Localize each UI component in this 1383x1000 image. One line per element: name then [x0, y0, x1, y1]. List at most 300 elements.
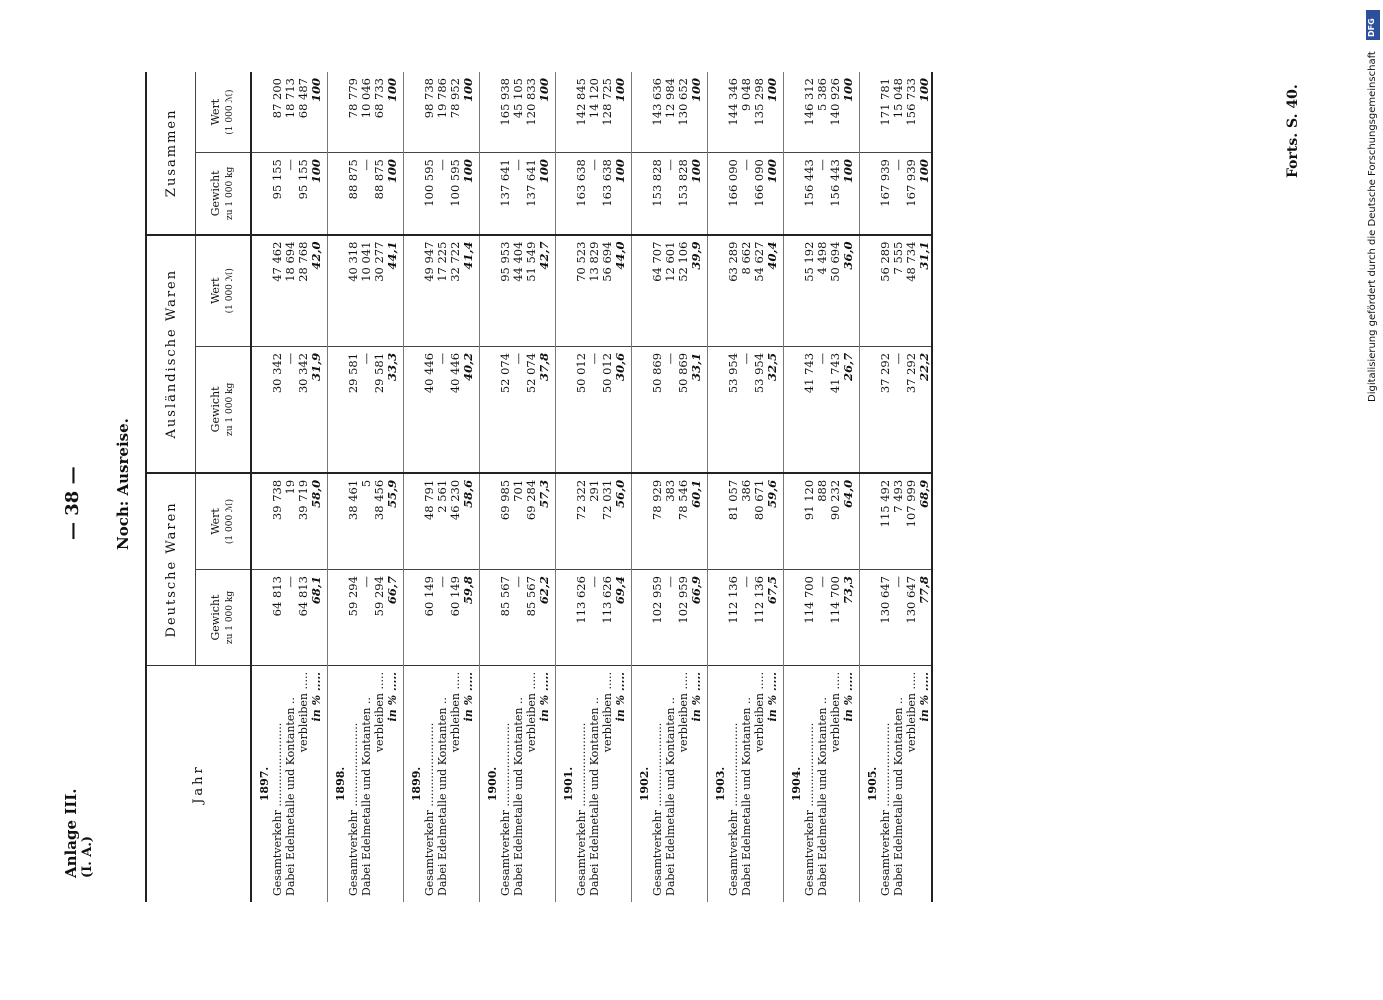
table-row-year: [632, 72, 652, 902]
row-label: in % .....: [310, 666, 328, 903]
row-label: Dabei Edelmetalle und Kontanten ..: [740, 666, 753, 903]
anlage-label: [60, 790, 100, 890]
table-cell-empty: [860, 72, 880, 153]
table-cell: 78 929: [651, 473, 664, 570]
page-subtitle: [112, 420, 142, 560]
table-cell: 48 734: [905, 235, 918, 347]
row-label: Gesamtverkehr ........................: [575, 666, 588, 903]
table-cell: 115 492: [879, 473, 892, 570]
row-label: verbleiben .....: [905, 666, 918, 903]
table-cell: 156 443: [829, 153, 842, 235]
table-cell-empty: [404, 570, 424, 666]
table-cell-empty: [784, 473, 804, 570]
page-subtitle-text: Noch: Ausreise.: [114, 418, 132, 550]
table-cell: —: [891, 576, 905, 588]
table-cell: 41 743: [803, 346, 816, 472]
table-cell: 63 289: [727, 235, 740, 347]
table-cell: 165 938: [499, 72, 512, 153]
table-cell: 166 090: [753, 153, 766, 235]
table-cell: 51 549: [525, 235, 538, 347]
table-cell: 64,0: [842, 473, 860, 570]
table-cell: 31,9: [310, 346, 328, 472]
table-cell: 72 031: [601, 473, 614, 570]
page-number: [60, 440, 90, 560]
table-cell-empty: [860, 346, 880, 472]
table-cell: 2 561: [436, 473, 449, 570]
table-cell-empty: [328, 346, 348, 472]
table-cell: 114 700: [802, 576, 816, 624]
table-cell-empty: [328, 570, 348, 666]
row-label: Gesamtverkehr ........................: [423, 666, 436, 903]
table-cell: 17 225: [436, 235, 449, 347]
table-cell: 107 999: [905, 473, 918, 570]
table-cell: 12 601: [664, 235, 677, 347]
table-cell: 87 200: [271, 72, 284, 153]
table-cell: —: [892, 153, 905, 235]
subheader-wert: Wert (1 000 ℳ): [196, 473, 252, 570]
row-label: Gesamtverkehr ........................: [727, 666, 740, 903]
table-body: [251, 72, 932, 902]
table-cell-empty: [404, 235, 424, 347]
table-cell: 64 813: [270, 576, 284, 617]
table-cell: 383: [664, 473, 677, 570]
table-cell: 142 845: [575, 72, 588, 153]
table-cell: 112 136: [752, 576, 766, 624]
table-cell: 166 090: [727, 153, 740, 235]
table-row-year: [556, 72, 576, 902]
table-cell: 59,8: [462, 570, 480, 666]
table-cell: 100: [462, 153, 480, 235]
table-cell: 144 346: [727, 72, 740, 153]
table-cell: 64 813: [296, 576, 310, 617]
table-cell-empty: [632, 72, 652, 153]
table-cell: 95 155: [297, 153, 310, 235]
table-cell: —: [359, 576, 373, 588]
table-cell: —: [283, 576, 297, 588]
table-cell-empty: [480, 153, 500, 235]
table-cell-empty: [860, 570, 880, 666]
table-cell: 163 638: [575, 153, 588, 235]
table-cell: 91 120: [803, 473, 816, 570]
table-cell-empty: [480, 72, 500, 153]
subheader-wert: Wert (1 000 ℳ): [196, 235, 252, 347]
table-cell: 44,1: [386, 235, 404, 347]
table-cell: 81 057: [727, 473, 740, 570]
table-row-year: [480, 72, 500, 902]
row-label: in % .....: [462, 666, 480, 903]
table-cell-empty: [784, 72, 804, 153]
table-cell: 40,2: [462, 346, 480, 472]
table-cell: 70 523: [575, 235, 588, 347]
table-cell: 37 292: [879, 346, 892, 472]
table-cell: —: [512, 153, 525, 235]
continued-note: [1283, 80, 1313, 200]
table-cell-empty: [251, 570, 271, 666]
row-label: verbleiben .....: [829, 666, 842, 903]
table-row-year: [784, 72, 804, 902]
row-label: in % .....: [842, 666, 860, 903]
table-cell: —: [815, 576, 829, 588]
table-cell: 10 046: [360, 72, 373, 153]
table-cell: 38 461: [347, 473, 360, 570]
table-cell-empty: [556, 570, 576, 666]
table-cell: 291: [588, 473, 601, 570]
table-cell: 100: [538, 153, 556, 235]
table-cell: 130 652: [677, 72, 690, 153]
table-cell: 112 136: [726, 576, 740, 624]
table-cell: 28 768: [297, 235, 310, 347]
table-cell: —: [664, 346, 677, 472]
table-cell: 130 647: [904, 576, 918, 624]
row-label: in % .....: [386, 666, 404, 903]
table-cell: 30,6: [614, 346, 632, 472]
table-cell-empty: [632, 235, 652, 347]
table-cell: 50 694: [829, 235, 842, 347]
table-cell: —: [512, 346, 525, 472]
table-cell-empty: [328, 153, 348, 235]
table-cell: 137 641: [525, 153, 538, 235]
table-cell: 59,6: [766, 473, 784, 570]
table-cell-empty: [556, 72, 576, 153]
table-cell: —: [436, 153, 449, 235]
table-cell: 57,3: [538, 473, 556, 570]
table-cell: 113 626: [600, 576, 614, 624]
dfg-logo-text: DFG: [1367, 18, 1376, 37]
table-cell: 386: [740, 473, 753, 570]
table-cell: 102 959: [650, 576, 664, 624]
table-cell: 33,1: [690, 346, 708, 472]
table-cell-empty: [784, 153, 804, 235]
table-cell-empty: [251, 153, 271, 235]
table-cell-empty: [708, 153, 728, 235]
row-in-percent: [766, 72, 784, 902]
table-cell: 39 719: [297, 473, 310, 570]
table-cell-empty: [860, 473, 880, 570]
table-cell: 130 647: [878, 576, 892, 624]
row-label: Dabei Edelmetalle und Kontanten ..: [284, 666, 297, 903]
row-label: verbleiben .....: [525, 666, 538, 903]
table-row-year: [860, 72, 880, 902]
table-cell: 32 722: [449, 235, 462, 347]
page-number-text: — 38 —: [62, 466, 83, 540]
group-header-zusammen: Zusammen: [146, 72, 196, 235]
table-cell: 68,1: [310, 570, 328, 666]
table-cell: 100: [766, 153, 784, 235]
table-cell: 100: [462, 72, 480, 153]
table-cell-empty: [556, 153, 576, 235]
table-cell: 8 662: [740, 235, 753, 347]
table-cell-empty: [251, 473, 271, 570]
table-cell: 60 149: [448, 576, 462, 617]
row-label: Dabei Edelmetalle und Kontanten ..: [892, 666, 905, 903]
group-header-auslaendische-waren: Ausländische Waren: [146, 235, 196, 473]
table-cell: 56,0: [614, 473, 632, 570]
row-label: verbleiben .....: [601, 666, 614, 903]
table-cell: 52 074: [525, 346, 538, 472]
table-cell: 88 875: [347, 153, 360, 235]
table-cell: 4 498: [816, 235, 829, 347]
table-cell: 58,6: [462, 473, 480, 570]
table-cell: 18 694: [284, 235, 297, 347]
row-label: Dabei Edelmetalle und Kontanten ..: [588, 666, 601, 903]
table-cell-empty: [784, 235, 804, 347]
table-cell: 888: [816, 473, 829, 570]
row-label: verbleiben .....: [297, 666, 310, 903]
table-cell: 85 567: [524, 576, 538, 617]
table-cell: 140 926: [829, 72, 842, 153]
table-cell: 40 318: [347, 235, 360, 347]
table-row-year: [708, 72, 728, 902]
subheader-wert: Wert (1 000 ℳ): [196, 72, 252, 153]
table-cell: —: [284, 153, 297, 235]
table-cell: 18 713: [284, 72, 297, 153]
table-cell: 14 120: [588, 72, 601, 153]
table-cell: 59 294: [346, 576, 360, 617]
table-cell: 167 939: [879, 153, 892, 235]
table-cell: —: [284, 346, 297, 472]
table-cell-empty: [404, 153, 424, 235]
table-cell: 78 546: [677, 473, 690, 570]
table-cell-empty: [480, 235, 500, 347]
row-label: in % .....: [766, 666, 784, 903]
anlage-title: Anlage III.: [62, 788, 80, 878]
table-cell: 100: [918, 72, 932, 153]
table-cell: 69,4: [614, 570, 632, 666]
table-cell: 100: [538, 72, 556, 153]
table-cell: 100: [310, 72, 328, 153]
table-cell: 66,9: [690, 570, 708, 666]
table-cell: 68 733: [373, 72, 386, 153]
table-cell: 64 707: [651, 235, 664, 347]
table-cell: 67,5: [766, 570, 784, 666]
table-cell: 37 292: [905, 346, 918, 472]
table-cell: 55 192: [803, 235, 816, 347]
table-cell-empty: [251, 346, 271, 472]
row-label: Dabei Edelmetalle und Kontanten ..: [360, 666, 373, 903]
year-label: 1905.: [860, 666, 880, 903]
table-cell: 72 322: [575, 473, 588, 570]
row-label: verbleiben .....: [677, 666, 690, 903]
table-cell: 19: [284, 473, 297, 570]
table-cell-empty: [404, 72, 424, 153]
row-in-percent: [462, 72, 480, 902]
row-label: in % .....: [918, 666, 932, 903]
table-cell-empty: [328, 235, 348, 347]
table-cell: 100: [310, 153, 328, 235]
table-cell: 90 232: [829, 473, 842, 570]
row-gesamtverkehr: [347, 72, 360, 902]
table-cell-empty: [328, 473, 348, 570]
table-cell: —: [587, 576, 601, 588]
table-cell: 40 446: [449, 346, 462, 472]
table-row-year: [251, 72, 271, 902]
table-cell: 36,0: [842, 235, 860, 347]
table-cell-empty: [404, 346, 424, 472]
table-cell: —: [511, 576, 525, 588]
table-cell: 60,1: [690, 473, 708, 570]
table-cell: 80 671: [753, 473, 766, 570]
table-cell: 7 555: [892, 235, 905, 347]
row-label: Gesamtverkehr ........................: [271, 666, 284, 903]
table-cell-empty: [251, 72, 271, 153]
table-cell: 30 342: [297, 346, 310, 472]
table-cell: 50 869: [651, 346, 664, 472]
table-cell: 40 446: [423, 346, 436, 472]
table-cell: 100: [690, 72, 708, 153]
table-row-year: [328, 72, 348, 902]
table-cell: 60 149: [422, 576, 436, 617]
row-label: in % .....: [614, 666, 632, 903]
row-label: Gesamtverkehr ........................: [879, 666, 892, 903]
subheader-gewicht: Gewicht zu 1 000 kg: [196, 346, 252, 472]
table-cell: 39,9: [690, 235, 708, 347]
year-label: 1903.: [708, 666, 728, 903]
table-cell: 114 700: [828, 576, 842, 624]
table-cell: 22,2: [918, 346, 932, 472]
table-cell-empty: [556, 346, 576, 472]
table-cell: 37,8: [538, 346, 556, 472]
table-cell: 100: [614, 153, 632, 235]
table-cell: 153 828: [651, 153, 664, 235]
table-cell-empty: [328, 72, 348, 153]
table-cell: 55,9: [386, 473, 404, 570]
row-label: Gesamtverkehr ........................: [347, 666, 360, 903]
row-label: Dabei Edelmetalle und Kontanten ..: [436, 666, 449, 903]
table-cell: —: [740, 153, 753, 235]
row-in-percent: [538, 72, 556, 902]
year-label: 1900.: [480, 666, 500, 903]
row-in-percent: [386, 72, 404, 902]
table-cell-empty: [480, 473, 500, 570]
table-cell: 113 626: [574, 576, 588, 624]
row-label: Gesamtverkehr ........................: [651, 666, 664, 903]
table-cell: 44,0: [614, 235, 632, 347]
year-label: 1898.: [328, 666, 348, 903]
table-cell: 85 567: [498, 576, 512, 617]
table-cell: 167 939: [905, 153, 918, 235]
table-cell: 69 985: [499, 473, 512, 570]
table-cell: 153 828: [677, 153, 690, 235]
table-cell: 68,9: [918, 473, 932, 570]
year-label: 1899.: [404, 666, 424, 903]
statistics-table-container: [145, 72, 1275, 902]
table-cell-empty: [708, 72, 728, 153]
table-cell-empty: [404, 473, 424, 570]
table-cell: 19 786: [436, 72, 449, 153]
table-cell: —: [588, 346, 601, 472]
digitization-watermark: [1365, 10, 1383, 410]
table-cell: 44 404: [512, 235, 525, 347]
table-cell: —: [892, 346, 905, 472]
table-cell: 30 277: [373, 235, 386, 347]
table-cell: 62,2: [538, 570, 556, 666]
table-cell: 100 595: [449, 153, 462, 235]
table-cell-empty: [632, 346, 652, 472]
table-cell: 58,0: [310, 473, 328, 570]
table-cell: 42,0: [310, 235, 328, 347]
table-cell: 73,3: [842, 570, 860, 666]
table-cell: 49 947: [423, 235, 436, 347]
table-cell: 100: [842, 72, 860, 153]
row-in-percent: [310, 72, 328, 902]
table-cell: 56 289: [879, 235, 892, 347]
row-label: Gesamtverkehr ........................: [499, 666, 512, 903]
table-cell: 59 294: [372, 576, 386, 617]
table-cell: 100: [766, 72, 784, 153]
table-cell-empty: [632, 473, 652, 570]
table-cell: 120 833: [525, 72, 538, 153]
row-label: in % .....: [690, 666, 708, 903]
table-row-year: [404, 72, 424, 902]
table-cell: 12 984: [664, 72, 677, 153]
table-cell: 69 284: [525, 473, 538, 570]
table-cell: 46 230: [449, 473, 462, 570]
table-cell: 41,4: [462, 235, 480, 347]
table-cell: 30 342: [271, 346, 284, 472]
watermark-text: Digitalisierung gefördert durch die Deutsche Forschungsgemeinschaft: [1367, 51, 1378, 402]
row-label: in % .....: [538, 666, 556, 903]
table-cell: 5 386: [816, 72, 829, 153]
table-cell: 38 456: [373, 473, 386, 570]
table-cell: 42,7: [538, 235, 556, 347]
table-cell-empty: [708, 473, 728, 570]
row-label: verbleiben .....: [449, 666, 462, 903]
continued-note-text: Forts. S. 40.: [1285, 84, 1301, 178]
table-cell-empty: [784, 570, 804, 666]
table-cell-empty: [708, 346, 728, 472]
table-cell: 33,3: [386, 346, 404, 472]
table-cell: 77,8: [918, 570, 932, 666]
row-label: Gesamtverkehr ........................: [803, 666, 816, 903]
table-cell: 100: [386, 153, 404, 235]
table-cell: 100: [690, 153, 708, 235]
table-cell: 9 048: [740, 72, 753, 153]
table-cell: 54 627: [753, 235, 766, 347]
table-cell-empty: [632, 153, 652, 235]
table-cell: 137 641: [499, 153, 512, 235]
row-label: verbleiben .....: [753, 666, 766, 903]
table-cell: 156 733: [905, 72, 918, 153]
table-cell: —: [739, 576, 753, 588]
table-cell: —: [436, 346, 449, 472]
table-cell: 146 312: [803, 72, 816, 153]
table-cell-empty: [632, 570, 652, 666]
table-cell: 171 781: [879, 72, 892, 153]
table-cell: 7 493: [892, 473, 905, 570]
table-cell: 66,7: [386, 570, 404, 666]
table-cell-empty: [480, 570, 500, 666]
table-cell: 156 443: [803, 153, 816, 235]
table-cell: 135 298: [753, 72, 766, 153]
table-cell-empty: [556, 473, 576, 570]
table-cell: 53 954: [727, 346, 740, 472]
table-cell: 100: [918, 153, 932, 235]
table-cell: 100: [842, 153, 860, 235]
table-cell: —: [816, 153, 829, 235]
table-cell: —: [663, 576, 677, 588]
table-cell: 95 155: [271, 153, 284, 235]
row-label: Dabei Edelmetalle und Kontanten ..: [816, 666, 829, 903]
table-cell-empty: [556, 235, 576, 347]
table-cell: 50 012: [601, 346, 614, 472]
row-in-percent: [918, 72, 932, 902]
table-cell: 88 875: [373, 153, 386, 235]
table-cell-empty: [784, 346, 804, 472]
table-cell-empty: [480, 346, 500, 472]
table-cell: 68 487: [297, 72, 310, 153]
table-cell: 100 595: [423, 153, 436, 235]
table-cell: 95 953: [499, 235, 512, 347]
